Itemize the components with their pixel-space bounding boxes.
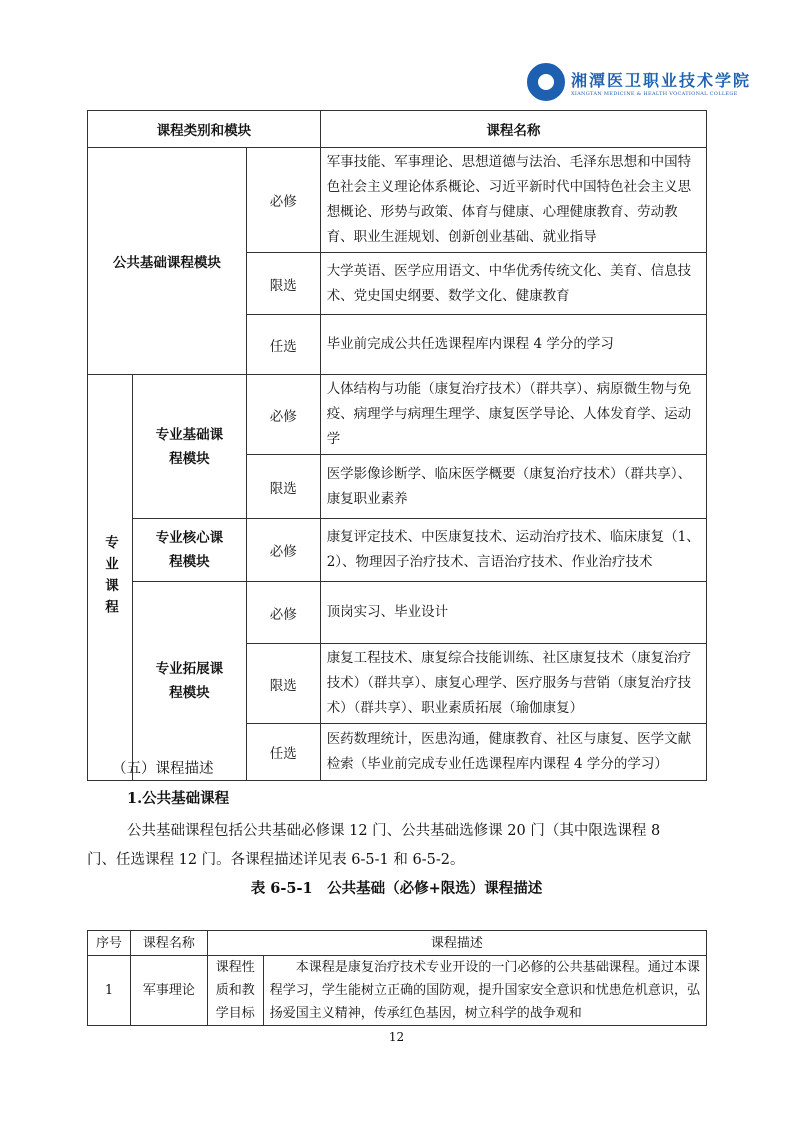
course-description-table: [87, 930, 707, 1026]
header-desc: 课程描述: [207, 931, 706, 956]
public-limited-courses: 大学英语、医学应用语文、中华优秀传统文化、美育、信息技术、党史国史纲要、数学文化、健康教育: [320, 253, 706, 315]
major-basic-module: 专业基础课程模块: [132, 375, 246, 519]
core-required-courses: 康复评定技术、中医康复技术、运动治疗技术、临床康复（1、2）、物理因子治疗技术、言语治疗技术、作业治疗技术: [320, 519, 706, 582]
ext-elective-courses: 医药数理统计，医患沟通，健康教育、社区与康复、医学文献检索（毕业前完成专业任选课程库内课程 4 学分的学习）: [320, 724, 706, 781]
paragraph-line-2: 门、任选课程 12 门。各课程描述详见表 6-5-1 和 6-5-2。: [87, 852, 465, 868]
public-module: 公共基础课程模块: [88, 148, 247, 375]
row-desc: 本课程是康复治疗技术专业开设的一门必修的公共基础课程。通过本课程学习，学生能树立正确的国防观，提升国家安全意识和忧患危机意识，弘扬爱国主义精神，传承红色基因，树立科学的战争观和: [263, 956, 706, 1026]
header-name: 课程名称: [130, 931, 207, 956]
type-limited: 限选: [246, 253, 320, 315]
paragraph-line-1: 公共基础课程包括公共基础必修课 12 门、公共基础选修课 20 门（其中限选课程 8: [127, 823, 661, 839]
logo-cn: 湘潭医卫职业技术学院: [571, 70, 752, 90]
type-required: 必修: [246, 519, 320, 582]
ext-required-courses: 顶岗实习、毕业设计: [320, 582, 706, 644]
ext-limited-courses: 康复工程技术、康复综合技能训练、社区康复技术（康复治疗技术）（群共享）、康复心理学、医疗服务与营销（康复治疗技术）（群共享）、职业素质拓展（瑜伽康复）: [320, 644, 706, 724]
basic-limited-courses: 医学影像诊断学、临床医学概要（康复治疗技术）（群共享）、康复职业素养: [320, 455, 706, 519]
section-heading: （五）课程描述: [112, 761, 214, 777]
row-name: 军事理论: [130, 956, 207, 1026]
type-required: 必修: [246, 375, 320, 455]
type-elective: 任选: [246, 315, 320, 375]
college-seal-icon: [527, 63, 565, 101]
page-number: 12: [388, 1030, 405, 1044]
logo-en: XIANGTAN MEDICINE & HEALTH VOCATIONAL COLLEGE: [571, 90, 738, 97]
subsection-heading: 1.公共基础课程: [127, 790, 230, 807]
header-category: 课程类别和模块: [88, 111, 321, 148]
row-aspect: 课程性质和教学目标: [207, 956, 263, 1026]
public-elective-courses: 毕业前完成公共任选课程库内课程 4 学分的学习: [320, 315, 706, 375]
header-course-name: 课程名称: [320, 111, 706, 148]
public-required-courses: 军事技能、军事理论、思想道德与法治、毛泽东思想和中国特色社会主义理论体系概论、习近平新时代中国特色社会主义思想概论、形势与政策、体育与健康、心理健康教育、劳动教育、职业生涯规划、创新创业基础、就业指导: [320, 148, 706, 253]
major-core-module: 专业核心课程模块: [132, 519, 246, 582]
type-required: 必修: [246, 582, 320, 644]
major-category: 专业课程: [101, 534, 118, 621]
row-no: 1: [88, 956, 131, 1026]
major-ext-module: 专业拓展课程模块: [132, 582, 246, 781]
table-row: [88, 956, 707, 1026]
college-logo: [527, 63, 751, 101]
table-title: 表 6-5-1 公共基础（必修+限选）课程描述: [250, 880, 543, 897]
basic-required-courses: 人体结构与功能（康复治疗技术）（群共享）、病原微生物与免疫、病理学与病理生理学、康复医学导论、人体发育学、运动学: [320, 375, 706, 455]
curriculum-structure-table: [87, 110, 707, 781]
header-no: 序号: [88, 931, 131, 956]
type-limited: 限选: [246, 644, 320, 724]
type-limited: 限选: [246, 455, 320, 519]
type-elective: 任选: [246, 724, 320, 781]
type-required: 必修: [246, 148, 320, 253]
